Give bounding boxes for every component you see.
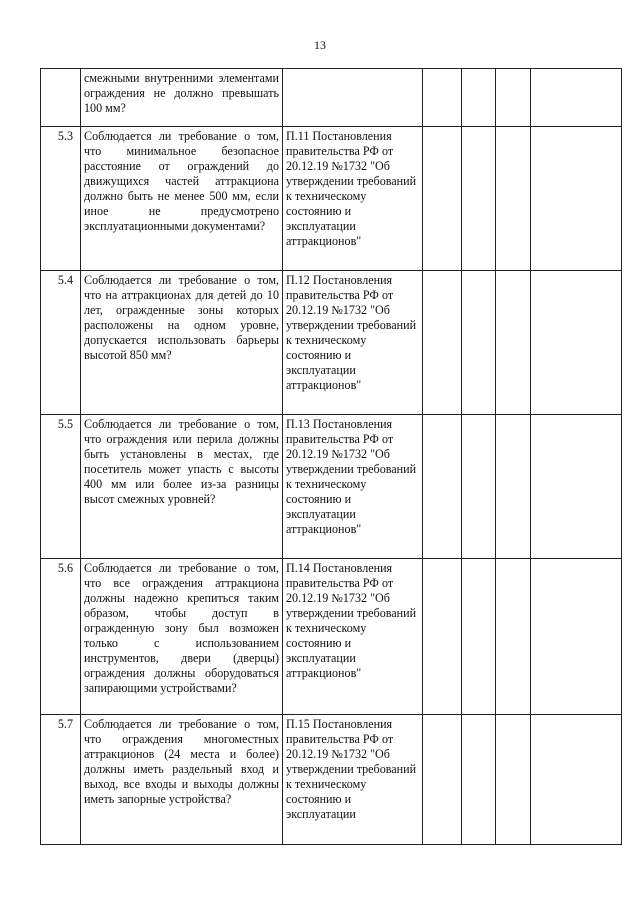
table-row — [41, 127, 622, 271]
reference-cell: П.14 Постановления правительства РФ от 20.12.19 №1732 "Об утверждении требований к техническому состоянию и эксплуатации аттракционов" — [283, 559, 423, 715]
row-number: 5.3 — [41, 127, 81, 271]
answer-yes-cell — [423, 271, 462, 415]
answer-no-cell — [462, 271, 496, 415]
page-number: 13 — [314, 38, 326, 52]
answer-no-cell — [462, 715, 496, 845]
answer-yes-cell — [423, 69, 462, 127]
answer-yes-cell — [423, 127, 462, 271]
row-number — [41, 69, 81, 127]
question-cell: Соблюдается ли требование о том, что на аттракционах для детей до 10 лет, огражденные зоны которых расположены на одном уровне, допускается использовать барьеры высотой 850 мм? — [81, 271, 283, 415]
answer-yes-cell — [423, 715, 462, 845]
question-cell: Соблюдается ли требование о том, что ограждения или перила должны быть установлены в местах, где посетитель может упасть с высоты 400 мм или более из-за разницы высот смежных уровней? — [81, 415, 283, 559]
reference-cell: П.11 Постановления правительства РФ от 20.12.19 №1732 "Об утверждении требований к техническому состоянию и эксплуатации аттракционов" — [283, 127, 423, 271]
reference-cell — [283, 69, 423, 127]
answer-na-cell — [496, 415, 531, 559]
table-row — [41, 715, 622, 845]
answer-na-cell — [496, 127, 531, 271]
answer-na-cell — [496, 271, 531, 415]
row-number: 5.7 — [41, 715, 81, 845]
answer-no-cell — [462, 559, 496, 715]
answer-na-cell — [496, 69, 531, 127]
table-row — [41, 415, 622, 559]
reference-cell: П.13 Постановления правительства РФ от 20.12.19 №1732 "Об утверждении требований к техническому состоянию и эксплуатации аттракционов" — [283, 415, 423, 559]
row-number: 5.6 — [41, 559, 81, 715]
question-cell: Соблюдается ли требование о том, что минимальное безопасное расстояние от ограждений до движущихся частей аттракциона должно быть не менее 500 мм, если иное не предусмотрено эксплуатационными документами? — [81, 127, 283, 271]
row-number: 5.4 — [41, 271, 81, 415]
notes-cell — [531, 271, 622, 415]
reference-cell: П.15 Постановления правительства РФ от 20.12.19 №1732 "Об утверждении требований к техническому состоянию и эксплуатации — [283, 715, 423, 845]
row-number: 5.5 — [41, 415, 81, 559]
table-row — [41, 69, 622, 127]
question-cell: смежными внутренними элементами ограждения не должно превышать 100 мм? — [81, 69, 283, 127]
answer-no-cell — [462, 127, 496, 271]
notes-cell — [531, 415, 622, 559]
answer-na-cell — [496, 715, 531, 845]
notes-cell — [531, 715, 622, 845]
answer-no-cell — [462, 415, 496, 559]
answer-no-cell — [462, 69, 496, 127]
checklist-table — [40, 68, 622, 845]
table-row — [41, 271, 622, 415]
notes-cell — [531, 69, 622, 127]
question-cell: Соблюдается ли требование о том, что все ограждения аттракциона должны надежно крепиться таким образом, чтобы доступ в огражденную зону был возможен только с использованием инструментов, двери (дверцы) ограждения должны оборудоваться запирающими устройствами? — [81, 559, 283, 715]
answer-yes-cell — [423, 559, 462, 715]
answer-yes-cell — [423, 415, 462, 559]
answer-na-cell — [496, 559, 531, 715]
question-cell: Соблюдается ли требование о том, что ограждения многоместных аттракционов (24 места и более) должны иметь раздельный вход и выход, все входы и выходы должны иметь запорные устройства? — [81, 715, 283, 845]
reference-cell: П.12 Постановления правительства РФ от 20.12.19 №1732 "Об утверждении требований к техническому состоянию и эксплуатации аттракционов" — [283, 271, 423, 415]
table-row — [41, 559, 622, 715]
notes-cell — [531, 559, 622, 715]
notes-cell — [531, 127, 622, 271]
